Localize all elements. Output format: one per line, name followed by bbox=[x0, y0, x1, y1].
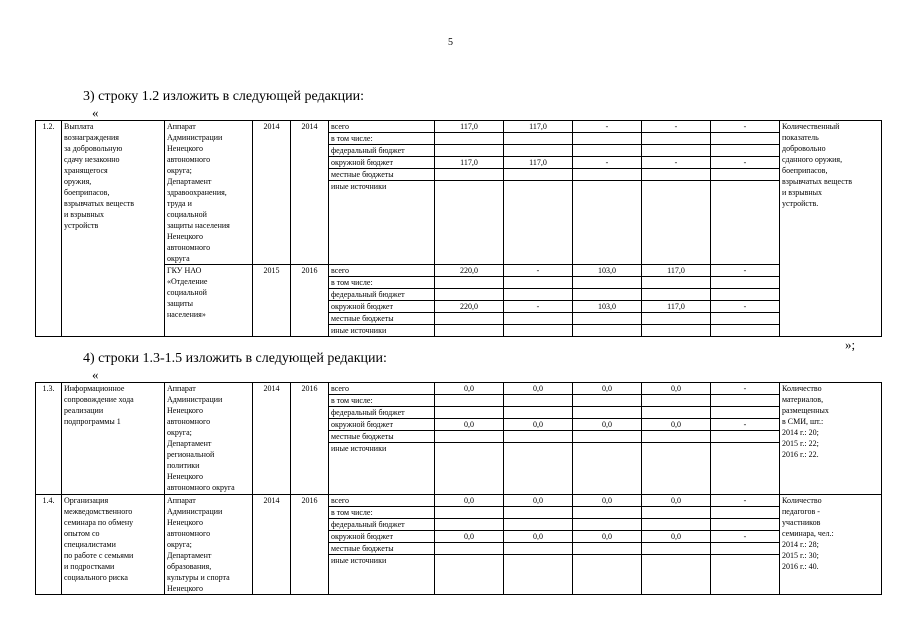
measure-name: Организация межведомственного семинара по обмену опытом со специалистами по работе с семьями и подростками социального риска bbox=[62, 495, 165, 595]
funding-value: 0,0 bbox=[573, 495, 642, 507]
funding-source: федеральный бюджет bbox=[329, 145, 435, 157]
funding-value: - bbox=[711, 383, 780, 395]
funding-value: 117,0 bbox=[435, 121, 504, 133]
funding-value bbox=[642, 443, 711, 495]
funding-value bbox=[711, 133, 780, 145]
funding-value: 0,0 bbox=[435, 419, 504, 431]
funding-value bbox=[504, 395, 573, 407]
funding-value bbox=[435, 507, 504, 519]
funding-source: окружной бюджет bbox=[329, 531, 435, 543]
funding-value bbox=[504, 431, 573, 443]
funding-value bbox=[504, 543, 573, 555]
funding-value bbox=[642, 395, 711, 407]
page-number: 5 bbox=[448, 37, 453, 48]
funding-value: 0,0 bbox=[642, 419, 711, 431]
funding-value: 0,0 bbox=[642, 531, 711, 543]
funding-value bbox=[711, 181, 780, 265]
funding-value: 117,0 bbox=[642, 301, 711, 313]
expected-result: Количество педагогов - участников семинара, чел.: 2014 г.: 28; 2015 г.: 30; 2016 г.: 40. bbox=[780, 495, 882, 595]
table-row bbox=[36, 121, 882, 133]
funding-value bbox=[642, 507, 711, 519]
start-year: 2014 bbox=[253, 121, 291, 265]
funding-value bbox=[435, 145, 504, 157]
funding-value bbox=[573, 145, 642, 157]
funding-value bbox=[504, 289, 573, 301]
funding-value: 103,0 bbox=[573, 265, 642, 277]
funding-value bbox=[642, 325, 711, 337]
funding-value bbox=[435, 181, 504, 265]
executor: Аппарат Администрации Ненецкого автономного округа; Департамент здравоохранения, труда и социальной защиты населения Ненецкого автономного округа bbox=[165, 121, 253, 265]
funding-value bbox=[711, 543, 780, 555]
end-year: 2016 bbox=[291, 383, 329, 495]
funding-value: - bbox=[711, 419, 780, 431]
funding-value bbox=[435, 395, 504, 407]
funding-value bbox=[573, 395, 642, 407]
funding-value bbox=[504, 181, 573, 265]
funding-value: 0,0 bbox=[435, 495, 504, 507]
funding-value bbox=[642, 133, 711, 145]
funding-source: окружной бюджет bbox=[329, 419, 435, 431]
start-year: 2014 bbox=[253, 495, 291, 595]
funding-value bbox=[504, 407, 573, 419]
funding-value: 103,0 bbox=[573, 301, 642, 313]
funding-value bbox=[642, 313, 711, 325]
funding-value: 117,0 bbox=[435, 157, 504, 169]
funding-value bbox=[711, 431, 780, 443]
funding-source: федеральный бюджет bbox=[329, 289, 435, 301]
funding-value bbox=[573, 443, 642, 495]
funding-value: 220,0 bbox=[435, 301, 504, 313]
funding-value bbox=[711, 313, 780, 325]
row-number: 1.2. bbox=[36, 121, 62, 337]
measure-name: Выплата вознаграждения за добровольную сдачу незаконно хранящегося оружия, боеприпасов, взрывчатых веществ и взрывных устройств bbox=[62, 121, 165, 337]
funding-value bbox=[573, 431, 642, 443]
funding-value bbox=[711, 443, 780, 495]
funding-value bbox=[642, 519, 711, 531]
funding-value: - bbox=[711, 265, 780, 277]
funding-source: всего bbox=[329, 495, 435, 507]
funding-value bbox=[711, 325, 780, 337]
funding-value bbox=[711, 395, 780, 407]
funding-value: - bbox=[504, 265, 573, 277]
funding-value: - bbox=[642, 157, 711, 169]
funding-value: 0,0 bbox=[504, 495, 573, 507]
funding-value bbox=[642, 407, 711, 419]
funding-value bbox=[504, 313, 573, 325]
funding-value bbox=[435, 543, 504, 555]
funding-value bbox=[642, 543, 711, 555]
funding-value: - bbox=[711, 495, 780, 507]
funding-value bbox=[711, 169, 780, 181]
executor: ГКУ НАО «Отделение социальной защиты населения» bbox=[165, 265, 253, 337]
funding-source: иные источники bbox=[329, 181, 435, 265]
funding-source: федеральный бюджет bbox=[329, 407, 435, 419]
funding-value: 0,0 bbox=[504, 531, 573, 543]
funding-value: 0,0 bbox=[435, 383, 504, 395]
funding-value bbox=[573, 289, 642, 301]
funding-value bbox=[435, 555, 504, 595]
funding-value: 0,0 bbox=[504, 383, 573, 395]
funding-source: всего bbox=[329, 383, 435, 395]
funding-value: 220,0 bbox=[435, 265, 504, 277]
funding-value bbox=[435, 443, 504, 495]
funding-value bbox=[711, 277, 780, 289]
funding-value: 0,0 bbox=[573, 383, 642, 395]
funding-value bbox=[435, 133, 504, 145]
section3-open-quote: « bbox=[92, 105, 99, 120]
funding-value: - bbox=[711, 157, 780, 169]
funding-value bbox=[435, 169, 504, 181]
funding-source: окружной бюджет bbox=[329, 301, 435, 313]
table-row bbox=[36, 495, 882, 507]
funding-value bbox=[711, 507, 780, 519]
funding-source: иные источники bbox=[329, 443, 435, 495]
funding-value bbox=[573, 325, 642, 337]
funding-value: 0,0 bbox=[642, 383, 711, 395]
funding-source: местные бюджеты bbox=[329, 543, 435, 555]
expected-result: Количество материалов, размещенных в СМИ, шт.: 2014 г.: 20; 2015 г.: 22; 2016 г.: 22. bbox=[780, 383, 882, 495]
funding-value bbox=[435, 325, 504, 337]
table-row-1-2 bbox=[35, 120, 882, 337]
funding-value bbox=[573, 133, 642, 145]
funding-value bbox=[504, 555, 573, 595]
funding-value bbox=[573, 555, 642, 595]
funding-value bbox=[435, 431, 504, 443]
funding-value bbox=[711, 407, 780, 419]
funding-value bbox=[642, 145, 711, 157]
funding-source: иные источники bbox=[329, 555, 435, 595]
funding-value: 0,0 bbox=[435, 531, 504, 543]
row-number: 1.3. bbox=[36, 383, 62, 495]
funding-value bbox=[435, 519, 504, 531]
funding-value bbox=[504, 133, 573, 145]
funding-value bbox=[711, 145, 780, 157]
funding-value: - bbox=[573, 121, 642, 133]
funding-source: местные бюджеты bbox=[329, 169, 435, 181]
start-year: 2015 bbox=[253, 265, 291, 337]
funding-value bbox=[573, 313, 642, 325]
funding-value bbox=[642, 431, 711, 443]
section3-heading: 3) строку 1.2 изложить в следующей редакции: bbox=[83, 89, 365, 104]
funding-value bbox=[573, 277, 642, 289]
funding-value bbox=[504, 169, 573, 181]
funding-value bbox=[642, 277, 711, 289]
funding-source: в том числе: bbox=[329, 133, 435, 145]
funding-source: местные бюджеты bbox=[329, 431, 435, 443]
end-year: 2016 bbox=[291, 265, 329, 337]
funding-value: 0,0 bbox=[642, 495, 711, 507]
funding-value bbox=[573, 169, 642, 181]
funding-source: иные источники bbox=[329, 325, 435, 337]
funding-value bbox=[711, 555, 780, 595]
funding-value bbox=[711, 289, 780, 301]
row-number: 1.4. bbox=[36, 495, 62, 595]
end-year: 2014 bbox=[291, 121, 329, 265]
funding-value: - bbox=[504, 301, 573, 313]
funding-value: 0,0 bbox=[504, 419, 573, 431]
funding-value: - bbox=[573, 157, 642, 169]
funding-value: - bbox=[711, 301, 780, 313]
funding-value: - bbox=[711, 531, 780, 543]
funding-value bbox=[573, 507, 642, 519]
funding-value: 117,0 bbox=[504, 121, 573, 133]
funding-value bbox=[435, 407, 504, 419]
funding-value: 117,0 bbox=[642, 265, 711, 277]
funding-value bbox=[573, 181, 642, 265]
funding-value bbox=[642, 181, 711, 265]
funding-value bbox=[573, 407, 642, 419]
funding-source: в том числе: bbox=[329, 395, 435, 407]
executor: Аппарат Администрации Ненецкого автономного округа; Департамент образования, культуры и спорта Ненецкого bbox=[165, 495, 253, 595]
funding-source: в том числе: bbox=[329, 277, 435, 289]
funding-source: всего bbox=[329, 265, 435, 277]
funding-value bbox=[435, 289, 504, 301]
funding-value bbox=[504, 277, 573, 289]
funding-source: всего bbox=[329, 121, 435, 133]
expected-result: Количественный показатель добровольно сданного оружия, боеприпасов, взрывчатых веществ и взрывных устройств. bbox=[780, 121, 882, 337]
funding-value bbox=[573, 519, 642, 531]
section4-open-quote: « bbox=[92, 367, 99, 382]
funding-value: - bbox=[711, 121, 780, 133]
executor: Аппарат Администрации Ненецкого автономного округа; Департамент региональной политики Ненецкого автономного округа bbox=[165, 383, 253, 495]
funding-source: федеральный бюджет bbox=[329, 519, 435, 531]
table-row bbox=[36, 383, 882, 395]
funding-source: местные бюджеты bbox=[329, 313, 435, 325]
funding-value bbox=[573, 543, 642, 555]
funding-source: окружной бюджет bbox=[329, 157, 435, 169]
funding-value bbox=[504, 519, 573, 531]
section4-heading: 4) строки 1.3-1.5 изложить в следующей редакции: bbox=[83, 351, 387, 366]
funding-value bbox=[504, 443, 573, 495]
funding-value bbox=[642, 169, 711, 181]
funding-value bbox=[642, 555, 711, 595]
funding-value bbox=[435, 277, 504, 289]
end-year: 2016 bbox=[291, 495, 329, 595]
funding-value bbox=[435, 313, 504, 325]
measure-name: Информационное сопровождение хода реализации подпрограммы 1 bbox=[62, 383, 165, 495]
funding-value: 0,0 bbox=[573, 419, 642, 431]
funding-value: 0,0 bbox=[573, 531, 642, 543]
funding-value bbox=[711, 519, 780, 531]
funding-source: в том числе: bbox=[329, 507, 435, 519]
start-year: 2014 bbox=[253, 383, 291, 495]
funding-value bbox=[504, 325, 573, 337]
table-rows-1-3-1-4 bbox=[35, 382, 882, 595]
section3-closing-quote: »; bbox=[845, 337, 856, 352]
funding-value: - bbox=[642, 121, 711, 133]
funding-value: 117,0 bbox=[504, 157, 573, 169]
funding-value bbox=[504, 145, 573, 157]
funding-value bbox=[504, 507, 573, 519]
funding-value bbox=[642, 289, 711, 301]
